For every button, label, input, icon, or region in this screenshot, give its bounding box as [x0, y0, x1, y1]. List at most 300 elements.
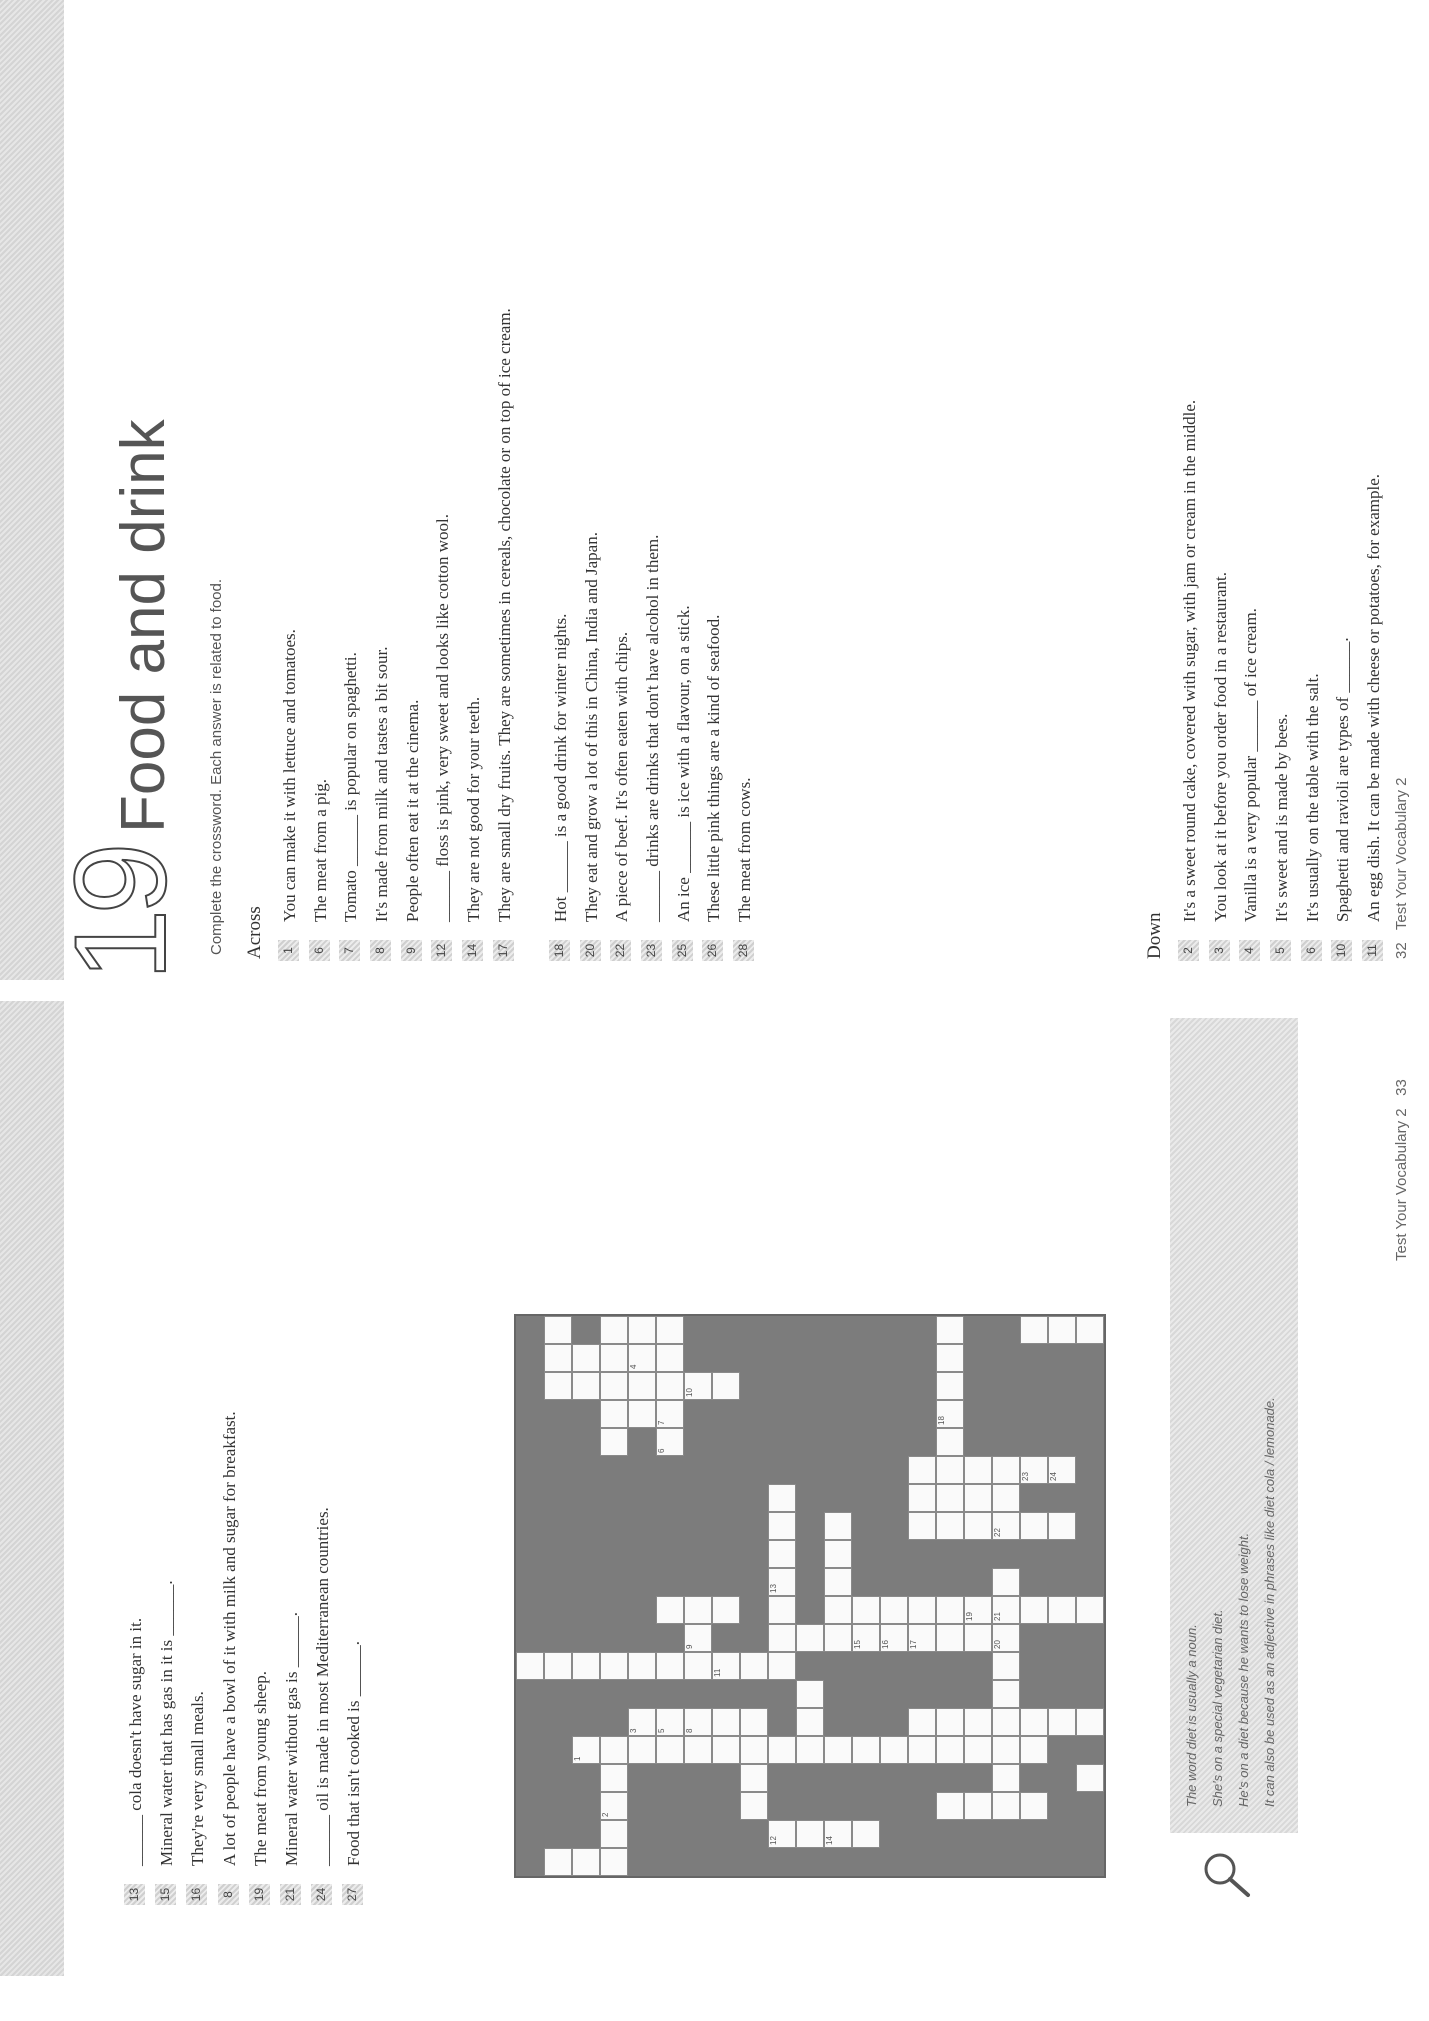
- grid-cell[interactable]: [712, 1372, 740, 1400]
- grid-cell[interactable]: [824, 1540, 852, 1568]
- grid-block: [796, 1652, 824, 1680]
- grid-cell[interactable]: [964, 1484, 992, 1512]
- grid-block: [1076, 1624, 1104, 1652]
- grid-cell[interactable]: [656, 1652, 684, 1680]
- grid-block: [740, 1428, 768, 1456]
- grid-cell[interactable]: [768, 1568, 796, 1596]
- grid-block: [600, 1596, 628, 1624]
- grid-cell[interactable]: [964, 1596, 992, 1624]
- grid-block: [656, 1568, 684, 1596]
- grid-cell[interactable]: [768, 1624, 796, 1652]
- grid-cell[interactable]: [656, 1736, 684, 1764]
- grid-block: [768, 1456, 796, 1484]
- grid-cell[interactable]: [936, 1736, 964, 1764]
- grid-cell[interactable]: [880, 1596, 908, 1624]
- grid-cell[interactable]: [572, 1344, 600, 1372]
- grid-cell[interactable]: [936, 1372, 964, 1400]
- grid-cell[interactable]: [656, 1344, 684, 1372]
- grid-cell[interactable]: [1020, 1316, 1048, 1344]
- grid-cell[interactable]: [544, 1652, 572, 1680]
- grid-cell[interactable]: [740, 1708, 768, 1736]
- grid-block: [628, 1596, 656, 1624]
- clue-number: 9: [401, 940, 422, 961]
- grid-cell[interactable]: [544, 1372, 572, 1400]
- grid-block: [516, 1624, 544, 1652]
- grid-cell[interactable]: [1020, 1736, 1048, 1764]
- grid-cell[interactable]: [992, 1680, 1020, 1708]
- grid-cell[interactable]: [852, 1624, 880, 1652]
- note-line: It can also be used as an adjective in phrases like diet cola / lemonade.: [1262, 1397, 1277, 1807]
- grid-block: [1076, 1484, 1104, 1512]
- instructions: Complete the crossword. Each answer is related to food.: [208, 578, 225, 955]
- grid-cell[interactable]: [852, 1820, 880, 1848]
- grid-cell[interactable]: [768, 1820, 796, 1848]
- grid-cell[interactable]: [992, 1624, 1020, 1652]
- grid-block: [1076, 1428, 1104, 1456]
- grid-cell[interactable]: [600, 1372, 628, 1400]
- grid-cell[interactable]: [908, 1484, 936, 1512]
- grid-block: [628, 1792, 656, 1820]
- grid-cell[interactable]: [768, 1540, 796, 1568]
- grid-block: [712, 1316, 740, 1344]
- clue-item: [342, 1025, 373, 1905]
- grid-cell[interactable]: [712, 1652, 740, 1680]
- grid-cell[interactable]: [964, 1736, 992, 1764]
- grid-cell[interactable]: [572, 1848, 600, 1876]
- grid-block: [964, 1820, 992, 1848]
- grid-cell[interactable]: [600, 1428, 628, 1456]
- grid-cell[interactable]: [992, 1792, 1020, 1820]
- grid-cell[interactable]: [796, 1680, 824, 1708]
- grid-block: [516, 1372, 544, 1400]
- clue-text: The meat from a pig.: [310, 778, 330, 922]
- grid-cell[interactable]: [628, 1736, 656, 1764]
- grid-cell[interactable]: [600, 1316, 628, 1344]
- grid-cell[interactable]: [992, 1456, 1020, 1484]
- grid-block: [880, 1428, 908, 1456]
- grid-block: [544, 1428, 572, 1456]
- grid-block: [572, 1316, 600, 1344]
- grid-cell[interactable]: [936, 1400, 964, 1428]
- grid-block: [740, 1820, 768, 1848]
- clue-text: ______ drinks are drinks that don't have alcohol in them.: [642, 534, 662, 922]
- grid-cell[interactable]: [908, 1596, 936, 1624]
- grid-block: [1076, 1344, 1104, 1372]
- grid-number: 22: [993, 1528, 1002, 1537]
- grid-block: [1020, 1764, 1048, 1792]
- note-line: She's on a special vegetarian diet.: [1210, 1609, 1225, 1807]
- grid-cell[interactable]: [712, 1736, 740, 1764]
- grid-cell[interactable]: [516, 1652, 544, 1680]
- grid-cell[interactable]: [992, 1484, 1020, 1512]
- grid-block: [544, 1820, 572, 1848]
- grid-block: [1020, 1540, 1048, 1568]
- clue-number: 17: [493, 940, 514, 961]
- grid-number: 23: [1021, 1472, 1030, 1481]
- clue-number: 16: [186, 1884, 207, 1905]
- grid-cell[interactable]: [684, 1736, 712, 1764]
- grid-cell[interactable]: [992, 1596, 1020, 1624]
- grid-cell[interactable]: [992, 1708, 1020, 1736]
- grid-block: [516, 1848, 544, 1876]
- grid-cell[interactable]: [824, 1596, 852, 1624]
- grid-block: [768, 1400, 796, 1428]
- grid-block: [628, 1680, 656, 1708]
- grid-cell[interactable]: [936, 1624, 964, 1652]
- grid-block: [572, 1792, 600, 1820]
- grid-cell[interactable]: [628, 1400, 656, 1428]
- grid-block: [880, 1764, 908, 1792]
- grid-cell[interactable]: [992, 1652, 1020, 1680]
- grid-block: [796, 1316, 824, 1344]
- grid-cell[interactable]: [852, 1596, 880, 1624]
- clue-item: [672, 71, 703, 961]
- grid-cell[interactable]: [600, 1764, 628, 1792]
- grid-cell[interactable]: [656, 1400, 684, 1428]
- grid-block: [1020, 1680, 1048, 1708]
- grid-cell[interactable]: [1048, 1316, 1076, 1344]
- grid-cell[interactable]: [824, 1512, 852, 1540]
- grid-block: [740, 1568, 768, 1596]
- grid-cell[interactable]: [964, 1792, 992, 1820]
- clue-item: [1239, 71, 1270, 961]
- clue-item: [370, 71, 401, 961]
- grid-block: [544, 1764, 572, 1792]
- note-line: He's on a diet because he wants to lose weight.: [1236, 1532, 1251, 1807]
- grid-block: [516, 1400, 544, 1428]
- grid-cell[interactable]: [824, 1624, 852, 1652]
- grid-cell[interactable]: [740, 1792, 768, 1820]
- grid-cell[interactable]: [1020, 1792, 1048, 1820]
- grid-cell[interactable]: [768, 1736, 796, 1764]
- footer-right: [1393, 1079, 1410, 1261]
- grid-cell[interactable]: [628, 1372, 656, 1400]
- grid-block: [1048, 1344, 1076, 1372]
- grid-block: [796, 1400, 824, 1428]
- chapter-number: 19: [47, 848, 193, 981]
- grid-number: 24: [1049, 1472, 1058, 1481]
- grid-block: [684, 1512, 712, 1540]
- grid-block: [516, 1680, 544, 1708]
- grid-cell[interactable]: [600, 1736, 628, 1764]
- grid-cell[interactable]: [1048, 1456, 1076, 1484]
- clue-text: These little pink things are a kind of seafood.: [704, 614, 724, 922]
- grid-cell[interactable]: [796, 1708, 824, 1736]
- grid-block: [628, 1568, 656, 1596]
- clue-text: They're very small meals.: [188, 1691, 208, 1866]
- grid-cell[interactable]: [1020, 1708, 1048, 1736]
- clue-number: 4: [1239, 940, 1260, 961]
- grid-block: [712, 1568, 740, 1596]
- down-clue-list-continued: [124, 1025, 374, 1905]
- grid-block: [516, 1428, 544, 1456]
- grid-cell[interactable]: [796, 1624, 824, 1652]
- grid-block: [516, 1456, 544, 1484]
- grid-block: [852, 1484, 880, 1512]
- grid-number: 8: [685, 1728, 694, 1733]
- grid-number: 4: [629, 1364, 638, 1369]
- grid-block: [796, 1848, 824, 1876]
- grid-cell[interactable]: [824, 1820, 852, 1848]
- grid-cell[interactable]: [600, 1400, 628, 1428]
- clue-text: Vanilla is a very popular ______ of ice cream.: [1241, 608, 1261, 922]
- grid-block: [712, 1512, 740, 1540]
- grid-cell[interactable]: [768, 1652, 796, 1680]
- grid-cell[interactable]: [600, 1848, 628, 1876]
- grid-cell[interactable]: [600, 1792, 628, 1820]
- grid-block: [1076, 1736, 1104, 1764]
- grid-cell[interactable]: [768, 1596, 796, 1624]
- grid-cell[interactable]: [684, 1596, 712, 1624]
- grid-cell[interactable]: [1048, 1708, 1076, 1736]
- clue-text: Mineral water without gas is ______.: [281, 1611, 301, 1866]
- grid-block: [964, 1764, 992, 1792]
- clue-item: [249, 1025, 280, 1905]
- grid-cell[interactable]: [768, 1484, 796, 1512]
- grid-cell[interactable]: [796, 1736, 824, 1764]
- grid-cell[interactable]: [572, 1736, 600, 1764]
- grid-cell[interactable]: [544, 1316, 572, 1344]
- grid-block: [1076, 1372, 1104, 1400]
- grid-cell[interactable]: [908, 1708, 936, 1736]
- grid-block: [992, 1372, 1020, 1400]
- grid-cell[interactable]: [1076, 1764, 1104, 1792]
- grid-cell[interactable]: [992, 1764, 1020, 1792]
- grid-cell[interactable]: [852, 1736, 880, 1764]
- grid-block: [656, 1540, 684, 1568]
- grid-block: [516, 1820, 544, 1848]
- grid-cell[interactable]: [936, 1792, 964, 1820]
- grid-block: [684, 1764, 712, 1792]
- grid-cell[interactable]: [1048, 1596, 1076, 1624]
- grid-block: [684, 1400, 712, 1428]
- grid-block: [824, 1680, 852, 1708]
- grid-block: [768, 1764, 796, 1792]
- grid-block: [572, 1680, 600, 1708]
- clue-text: ______ oil is made in most Mediterranean countries.: [313, 1507, 333, 1866]
- grid-cell[interactable]: [656, 1596, 684, 1624]
- grid-block: [740, 1512, 768, 1540]
- grid-cell[interactable]: [656, 1372, 684, 1400]
- grid-block: [796, 1764, 824, 1792]
- grid-cell[interactable]: [964, 1708, 992, 1736]
- grid-cell[interactable]: [1020, 1512, 1048, 1540]
- down-clue-list: [1178, 71, 1393, 961]
- grid-block: [796, 1484, 824, 1512]
- grid-cell[interactable]: [684, 1708, 712, 1736]
- grid-cell[interactable]: [964, 1624, 992, 1652]
- clue-number: 20: [580, 940, 601, 961]
- grid-cell[interactable]: [628, 1316, 656, 1344]
- grid-cell[interactable]: [1020, 1456, 1048, 1484]
- grid-block: [880, 1848, 908, 1876]
- grid-cell[interactable]: [740, 1652, 768, 1680]
- grid-block: [740, 1484, 768, 1512]
- grid-block: [992, 1316, 1020, 1344]
- header-band-right: [0, 1001, 64, 1976]
- grid-block: [572, 1708, 600, 1736]
- grid-block: [824, 1764, 852, 1792]
- clue-item: [155, 1025, 186, 1905]
- grid-cell[interactable]: [1048, 1512, 1076, 1540]
- grid-block: [1020, 1848, 1048, 1876]
- grid-cell[interactable]: [964, 1512, 992, 1540]
- grid-block: [936, 1568, 964, 1596]
- grid-cell[interactable]: [572, 1372, 600, 1400]
- clue-number: 23: [641, 940, 662, 961]
- grid-block: [880, 1568, 908, 1596]
- grid-block: [824, 1316, 852, 1344]
- grid-cell[interactable]: [656, 1428, 684, 1456]
- grid-cell[interactable]: [992, 1512, 1020, 1540]
- grid-block: [544, 1624, 572, 1652]
- clue-item: [431, 71, 462, 961]
- grid-cell[interactable]: [936, 1708, 964, 1736]
- grid-cell[interactable]: [544, 1344, 572, 1372]
- grid-block: [628, 1848, 656, 1876]
- grid-cell[interactable]: [684, 1652, 712, 1680]
- grid-cell[interactable]: [544, 1848, 572, 1876]
- grid-cell[interactable]: [768, 1512, 796, 1540]
- grid-block: [824, 1792, 852, 1820]
- grid-block: [656, 1624, 684, 1652]
- grid-cell[interactable]: [936, 1344, 964, 1372]
- grid-cell[interactable]: [656, 1316, 684, 1344]
- grid-cell[interactable]: [600, 1652, 628, 1680]
- grid-cell[interactable]: [600, 1820, 628, 1848]
- grid-block: [656, 1456, 684, 1484]
- grid-block: [880, 1372, 908, 1400]
- grid-cell[interactable]: [600, 1344, 628, 1372]
- grid-cell[interactable]: [684, 1624, 712, 1652]
- book-title: Test Your Vocabulary 2: [1393, 1108, 1410, 1261]
- clue-item: [1209, 71, 1240, 961]
- grid-cell[interactable]: [992, 1736, 1020, 1764]
- grid-cell[interactable]: [936, 1428, 964, 1456]
- grid-block: [796, 1428, 824, 1456]
- grid-block: [1020, 1652, 1048, 1680]
- grid-block: [1048, 1372, 1076, 1400]
- clue-text: People often eat it at the cinema.: [402, 699, 422, 922]
- grid-cell[interactable]: [908, 1512, 936, 1540]
- clue-item: [610, 71, 641, 961]
- grid-cell[interactable]: [628, 1652, 656, 1680]
- grid-cell[interactable]: [656, 1708, 684, 1736]
- grid-cell[interactable]: [712, 1596, 740, 1624]
- grid-cell[interactable]: [1076, 1316, 1104, 1344]
- grid-cell[interactable]: [908, 1624, 936, 1652]
- grid-cell[interactable]: [936, 1456, 964, 1484]
- grid-number: 20: [993, 1640, 1002, 1649]
- grid-cell[interactable]: [628, 1708, 656, 1736]
- grid-cell[interactable]: [740, 1736, 768, 1764]
- grid-cell[interactable]: [992, 1568, 1020, 1596]
- grid-block: [544, 1456, 572, 1484]
- magnifier-icon: [1200, 1847, 1256, 1903]
- clue-number: 21: [280, 1884, 301, 1905]
- grid-block: [684, 1316, 712, 1344]
- grid-block: [712, 1400, 740, 1428]
- clue-text: Food that isn't cooked is ______.: [344, 1640, 364, 1866]
- grid-block: [656, 1512, 684, 1540]
- grid-block: [880, 1708, 908, 1736]
- grid-block: [908, 1316, 936, 1344]
- grid-block: [964, 1568, 992, 1596]
- clue-number: 5: [1270, 940, 1291, 961]
- grid-number: 14: [825, 1836, 834, 1845]
- grid-cell[interactable]: [1020, 1596, 1048, 1624]
- grid-cell[interactable]: [684, 1372, 712, 1400]
- grid-cell[interactable]: [572, 1652, 600, 1680]
- grid-block: [852, 1456, 880, 1484]
- grid-block: [516, 1344, 544, 1372]
- grid-block: [572, 1484, 600, 1512]
- grid-block: [768, 1680, 796, 1708]
- grid-cell[interactable]: [796, 1820, 824, 1848]
- grid-cell[interactable]: [824, 1568, 852, 1596]
- grid-block: [684, 1456, 712, 1484]
- grid-block: [600, 1512, 628, 1540]
- clue-text: A lot of people have a bowl of it with milk and sugar for breakfast.: [219, 1411, 239, 1866]
- clue-text: ______ floss is pink, very sweet and looks like cotton wool.: [433, 514, 453, 922]
- grid-block: [600, 1568, 628, 1596]
- grid-cell[interactable]: [936, 1596, 964, 1624]
- grid-cell[interactable]: [712, 1708, 740, 1736]
- clue-number: 1: [278, 940, 299, 961]
- grid-number: 13: [769, 1584, 778, 1593]
- grid-block: [964, 1428, 992, 1456]
- clue-number: 28: [733, 940, 754, 961]
- grid-block: [880, 1792, 908, 1820]
- grid-cell[interactable]: [824, 1736, 852, 1764]
- grid-block: [1076, 1512, 1104, 1540]
- clue-number: 2: [1178, 940, 1199, 961]
- clue-text: The meat from cows.: [734, 777, 754, 922]
- grid-block: [572, 1428, 600, 1456]
- grid-cell[interactable]: [936, 1484, 964, 1512]
- grid-cell[interactable]: [880, 1736, 908, 1764]
- clue-number: 8: [370, 940, 391, 961]
- grid-block: [516, 1596, 544, 1624]
- grid-block: [712, 1792, 740, 1820]
- grid-number: 6: [657, 1448, 666, 1453]
- grid-cell[interactable]: [908, 1456, 936, 1484]
- grid-block: [936, 1848, 964, 1876]
- grid-block: [824, 1400, 852, 1428]
- grid-cell[interactable]: [1076, 1596, 1104, 1624]
- grid-cell[interactable]: [740, 1764, 768, 1792]
- grid-number: 9: [685, 1644, 694, 1649]
- grid-block: [1048, 1624, 1076, 1652]
- grid-block: [880, 1680, 908, 1708]
- grid-cell[interactable]: [936, 1316, 964, 1344]
- clue-text: Hot ______ is a good drink for winter nights.: [550, 613, 570, 922]
- grid-number: 19: [965, 1612, 974, 1621]
- clue-item: [1331, 71, 1362, 961]
- grid-cell[interactable]: [880, 1624, 908, 1652]
- grid-cell[interactable]: [908, 1736, 936, 1764]
- grid-block: [572, 1820, 600, 1848]
- clue-number: 10: [1331, 940, 1352, 961]
- grid-block: [768, 1344, 796, 1372]
- grid-block: [684, 1540, 712, 1568]
- grid-cell[interactable]: [1076, 1708, 1104, 1736]
- grid-block: [796, 1540, 824, 1568]
- grid-cell[interactable]: [964, 1456, 992, 1484]
- grid-cell[interactable]: [936, 1512, 964, 1540]
- grid-cell[interactable]: [628, 1344, 656, 1372]
- grid-block: [1048, 1540, 1076, 1568]
